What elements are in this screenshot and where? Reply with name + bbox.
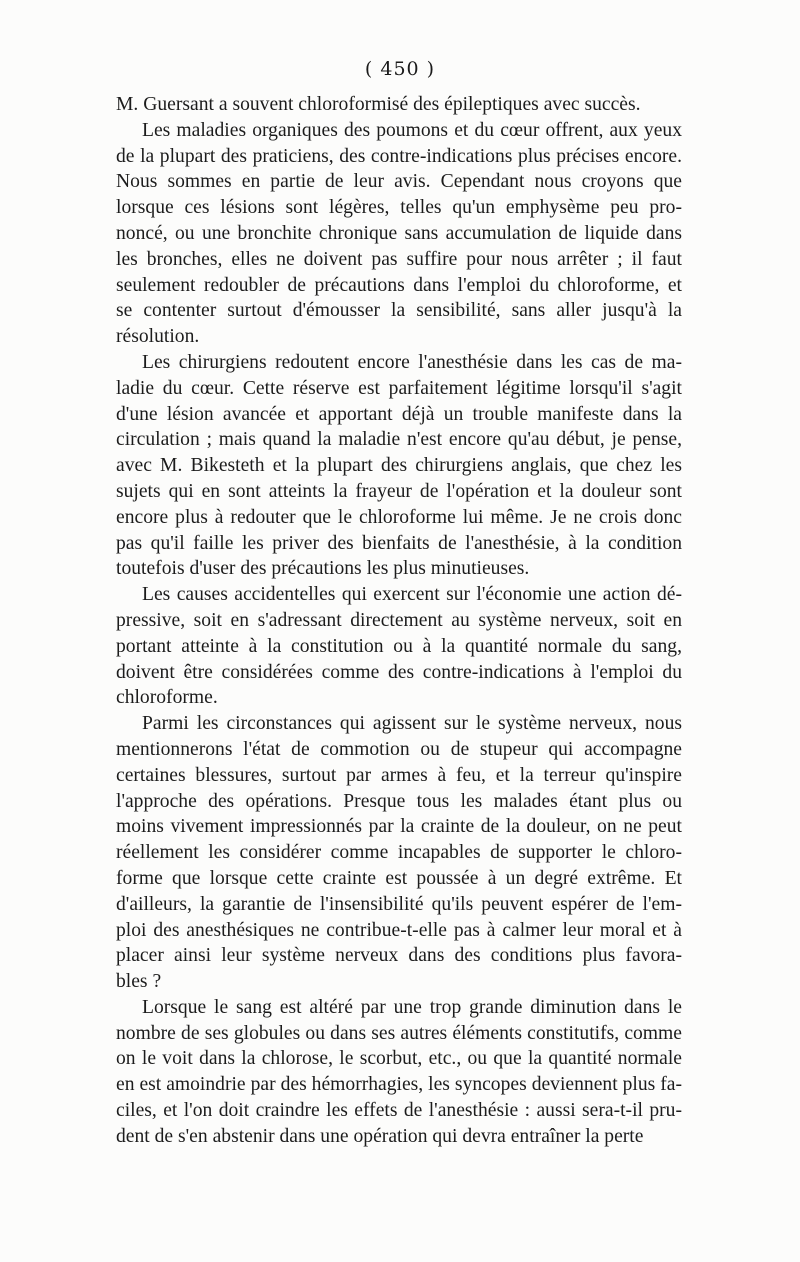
text-line: lorsque ces lésions sont légères, telles qu'un emphysème peu pro- [116, 197, 682, 219]
text-line: moins vivement impressionnés par la crainte de la douleur, on ne peut [116, 816, 682, 838]
page-number: ( 450 ) [364, 58, 436, 80]
text-line: Lorsque le sang est altéré par une trop grande diminution dans le [142, 996, 682, 1018]
text-line: pas qu'il faille les priver des bienfaits de l'anesthésie, à la condition [116, 532, 682, 554]
paragraph [116, 350, 682, 582]
text-line: pressive, soit en s'adressant directement au système nerveux, soit en [116, 609, 682, 631]
text-line: Les maladies organiques des poumons et du cœur offrent, aux yeux [142, 119, 682, 141]
text-line: chloroforme. [116, 687, 218, 709]
text-line: noncé, ou une bronchite chronique sans accumulation de liquide dans [116, 222, 682, 244]
paragraph [116, 995, 682, 1150]
text-line: sujets qui en sont atteints la frayeur de l'opération et la douleur sont [116, 480, 682, 502]
text-line: encore plus à redouter que le chloroforme lui même. Je ne crois donc [116, 506, 682, 528]
text-line: ladie du cœur. Cette réserve est parfaitement légitime lorsqu'il s'agit [116, 377, 682, 399]
text-line: se contenter surtout d'émousser la sensibilité, sans aller jusqu'à la [116, 300, 682, 322]
text-line: nombre de ses globules ou dans ses autres éléments constitutifs, comme [116, 1022, 682, 1044]
text-line: forme que lorsque cette crainte est poussée à un degré extrême. Et [116, 867, 682, 889]
text-line: certaines blessures, surtout par armes à feu, et la terreur qu'inspire [116, 764, 682, 786]
text-line: d'ailleurs, la garantie de l'insensibilité qu'ils peuvent espérer de l'em- [116, 893, 682, 915]
text-line: mentionnerons l'état de commotion ou de stupeur qui accompagne [116, 738, 682, 760]
text-line: M. Guersant a souvent chloroformisé des épileptiques avec succès. [116, 94, 641, 115]
text-line: Parmi les circonstances qui agissent sur le système nerveux, nous [142, 713, 682, 735]
text-line: Nous sommes en partie de leur avis. Cependant nous croyons que [116, 171, 682, 193]
text-line: d'une lésion avancée et apportant déjà un trouble manifeste dans la [116, 403, 682, 425]
text-line: circulation ; mais quand la maladie n'est encore qu'au début, je pense, [116, 429, 682, 451]
text-line: de la plupart des praticiens, des contre-indications plus précises encore. [116, 145, 682, 167]
text-line: ploi des anesthésiques ne contribue-t-elle pas à calmer leur moral et à [116, 919, 682, 941]
text-line: dent de s'en abstenir dans une opération qui devra entraîner la perte [116, 1125, 644, 1147]
text-line: avec M. Bikesteth et la plupart des chirurgiens anglais, que chez les [116, 455, 682, 477]
text-line: placer ainsi leur système nerveux dans des conditions plus favora- [116, 945, 682, 967]
text-line: en est amoindrie par des hémorrhagies, les syncopes deviennent plus fa- [116, 1074, 682, 1096]
paragraph [116, 711, 682, 995]
paragraph [116, 118, 682, 350]
text-line: Les causes accidentelles qui exercent sur l'économie une action dé- [142, 584, 682, 606]
text-line: les bronches, elles ne doivent pas suffire pour nous arrêter ; il faut [116, 248, 682, 270]
paragraph [116, 582, 682, 711]
text-line: doivent être considérées comme des contre-indications à l'emploi du [116, 661, 682, 683]
paragraph [116, 92, 682, 118]
text-line: bles ? [116, 971, 162, 993]
text-line: Les chirurgiens redoutent encore l'anesthésie dans les cas de ma- [142, 351, 682, 373]
text-line: réellement les considérer comme incapables de supporter le chloro- [116, 842, 682, 864]
text-line: on le voit dans la chlorose, le scorbut, etc., ou que la quantité normale [116, 1048, 682, 1070]
text-line: toutefois d'user des précautions les plus minutieuses. [116, 558, 530, 580]
body-text [116, 92, 682, 1150]
text-line: seulement redoubler de précautions dans l'emploi du chloroforme, et [116, 274, 682, 296]
text-line: l'approche des opérations. Presque tous les malades étant plus ou [116, 790, 682, 812]
text-line: ciles, et l'on doit craindre les effets de l'anesthésie : aussi sera-t-il pru- [116, 1100, 682, 1122]
text-line: portant atteinte à la constitution ou à la quantité normale du sang, [116, 635, 682, 657]
text-line: résolution. [116, 326, 200, 348]
